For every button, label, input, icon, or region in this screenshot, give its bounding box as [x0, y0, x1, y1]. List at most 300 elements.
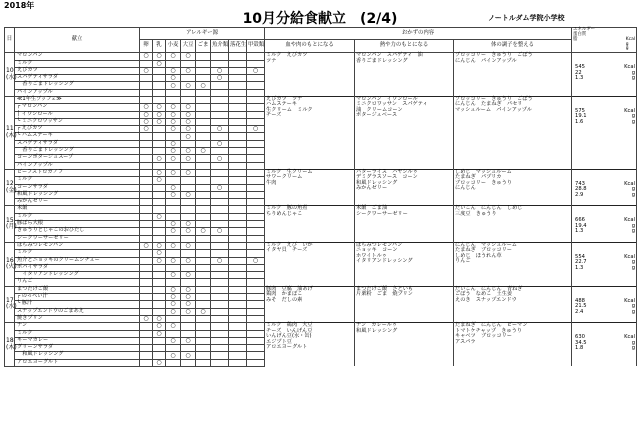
allergen-mark: ○: [153, 359, 166, 366]
nutrition-cell: [572, 169, 637, 205]
nutrition-unit: g: [631, 222, 636, 229]
allergen-mark: [196, 89, 211, 96]
allergen-mark: ○: [140, 53, 153, 60]
ingredient-cell: 豚肉 豆腐 油あげ 鶏肉 かまぼこ みそ だしの素: [265, 286, 355, 322]
allergen-mark: [229, 177, 247, 184]
page-title: 10月分給食献立 (2/4): [242, 11, 398, 27]
allergen-mark: ○: [166, 111, 181, 118]
allergen-mark: ○: [196, 308, 211, 315]
allergen-mark: [140, 155, 153, 162]
allergen-mark: [229, 264, 247, 271]
ingredient-cell: ブロッコリー きゅうり ごぼう にんじん パインアップル: [454, 53, 572, 97]
allergen-mark: [229, 308, 247, 315]
allergen-mark: [247, 75, 265, 82]
allergen-mark: [229, 359, 247, 366]
allergen-mark: [196, 315, 211, 322]
allergen-mark: ○: [153, 242, 166, 249]
allergen-mark: ○: [211, 155, 229, 162]
allergen-mark: [140, 294, 153, 301]
allergen-mark: ○: [140, 118, 153, 125]
allergen-mark: ○: [153, 177, 166, 184]
menu-item: ミルク: [15, 213, 140, 220]
allergen-mark: ○: [211, 67, 229, 74]
allergen-mark: [196, 352, 211, 359]
allergen-mark: [140, 250, 153, 257]
allergen-mark: [140, 352, 153, 359]
allergen-mark: [229, 323, 247, 330]
allergen-mark: [247, 352, 265, 359]
allergen-mark: ○: [181, 242, 196, 249]
allergen-mark: [196, 104, 211, 111]
allergen-mark: [247, 155, 265, 162]
allergen-mark: [196, 169, 211, 176]
allergen-mark: [229, 89, 247, 96]
allergen-mark: ○: [153, 169, 166, 176]
nutrition-value: 1.3: [575, 264, 584, 271]
nutrition-value: 1.3: [575, 75, 584, 82]
allergen-mark: [247, 221, 265, 228]
allergen-mark: [211, 148, 229, 155]
allergen-mark: [229, 191, 247, 198]
allergen-mark: [247, 213, 265, 220]
allergen-mark: ○: [153, 104, 166, 111]
allergen-mark: ○: [166, 242, 181, 249]
allergen-mark: ○: [181, 126, 196, 133]
menu-item: コーンポタージュスープ: [15, 155, 140, 162]
allergen-mark: [211, 330, 229, 337]
nutrition-unit: Kcal: [624, 64, 636, 71]
allergen-mark: ○: [181, 104, 196, 111]
allergen-mark: [140, 206, 153, 213]
nutrition-cell: [572, 323, 637, 367]
nutrition-value: 743: [575, 180, 585, 187]
menu-item: はちみつレモンパン: [15, 242, 140, 249]
allergen-mark: [140, 191, 153, 198]
allergen-mark: ○: [166, 294, 181, 301]
allergen-mark: [140, 199, 153, 206]
nutrition-unit: g: [631, 339, 636, 346]
allergen-mark: [229, 104, 247, 111]
allergen-mark: [196, 184, 211, 191]
ingredient-cell: 米飯 ごま油 シークワーサーゼリー: [355, 206, 454, 242]
allergen-mark: [211, 242, 229, 249]
allergen-mark: ○: [166, 104, 181, 111]
ingredient-cell: たまねぎ にんじん ピーマン トマトケチャップ きゅうり キャベツ ブロッコリー アスパラ: [454, 323, 572, 367]
menu-item: シークワーサーゼリー: [15, 235, 140, 242]
allergen-mark: ○: [181, 228, 196, 235]
allergen-mark: [229, 352, 247, 359]
allergen-mark: [211, 213, 229, 220]
menu-item: スナップエンドウのごまあえ: [15, 308, 140, 315]
nutrition-unit: g: [631, 75, 636, 82]
allergen-mark: [247, 286, 265, 293]
menu-item: ┌ のっぺい汁: [15, 294, 140, 301]
allergen-mark: ○: [181, 169, 196, 176]
allergen-mark: ○: [153, 118, 166, 125]
allergen-mark: [196, 345, 211, 352]
allergen-mark: [196, 199, 211, 206]
header-menu: 献立: [15, 28, 140, 53]
allergen-mark: [211, 337, 229, 344]
allergen-mark: [247, 272, 265, 279]
allergen-mark: [181, 323, 196, 330]
menu-row: [5, 53, 637, 60]
allergen-mark: ○: [196, 148, 211, 155]
menu-item: ミルク: [15, 177, 140, 184]
allergen-mark: [140, 228, 153, 235]
allergen-mark: [229, 315, 247, 322]
menu-item: イタリアンドレッシング: [15, 272, 140, 279]
allergen-mark: [153, 75, 166, 82]
menu-item: │ イワシロール: [15, 111, 140, 118]
nutrition-unit: g: [631, 186, 636, 193]
allergen-mark: ○: [153, 111, 166, 118]
allergen-mark: ○: [166, 228, 181, 235]
allergen-mark: ○: [211, 228, 229, 235]
header-energy-units: Kcal g g: [625, 36, 636, 52]
menu-row: [5, 206, 637, 213]
menu-item: 米飯: [15, 206, 140, 213]
menu-row: [5, 242, 637, 249]
ingredient-cell: ミルク 鶏肉 大豆 チーズ いんげん豆 いんげん豆(水・缶) エジプト豆 アロエヨーグルト: [265, 323, 355, 367]
allergen-mark: [196, 330, 211, 337]
allergen-mark: [211, 272, 229, 279]
allergen-mark: ○: [181, 118, 196, 125]
menu-item: スパゲティサラダ: [15, 140, 140, 147]
menu-row: [5, 286, 637, 293]
ingredient-cell: まつたけご飯 さといも 片栗粉 ごま 焼プリン: [355, 286, 454, 322]
menu-item: ナン: [15, 323, 140, 330]
allergen-mark: [140, 279, 153, 286]
allergen-mark: [153, 133, 166, 140]
ingredient-cell: マロンパン スパゲティ 油 香りごまドレッシング: [355, 53, 454, 97]
allergen-mark: [196, 60, 211, 67]
allergen-mark: [140, 221, 153, 228]
header-energy-label: エネルギー 蛋白質 脂: [573, 27, 595, 42]
nutrition-unit: Kcal: [624, 297, 636, 304]
allergen-mark: ○: [181, 308, 196, 315]
allergen-mark: [140, 345, 153, 352]
nutrition-value: 1.3: [575, 228, 584, 235]
allergen-mark: [247, 104, 265, 111]
allergen-mark: [211, 191, 229, 198]
allergen-mark: [247, 191, 265, 198]
allergen-mark: [211, 199, 229, 206]
allergen-mark: [153, 184, 166, 191]
allergen-mark: [196, 162, 211, 169]
menu-item: 和風ドレッシング: [15, 352, 140, 359]
allergen-mark: [181, 199, 196, 206]
allergen-mark: [211, 352, 229, 359]
nutrition-unit: Kcal: [624, 253, 636, 260]
header-ingredient-col: 体の調子を整える: [454, 39, 572, 52]
allergen-mark: [211, 345, 229, 352]
allergen-mark: [196, 359, 211, 366]
allergen-mark: [229, 279, 247, 286]
nutrition-unit: g: [631, 69, 636, 76]
allergen-mark: ○: [166, 148, 181, 155]
menu-item: ミルク: [15, 250, 140, 257]
allergen-mark: [140, 89, 153, 96]
allergen-mark: ○: [196, 228, 211, 235]
menu-item: 和風ドレッシング: [15, 191, 140, 198]
allergen-mark: [229, 82, 247, 89]
nutrition-value: 630: [575, 334, 585, 341]
nutrition-value: 666: [575, 217, 585, 224]
ingredient-cell: しめじ マッシュルーム たまねぎ パプリカ ブロッコリー きゅうり にんじん: [454, 169, 572, 205]
allergen-mark: [140, 330, 153, 337]
allergen-mark: [166, 199, 181, 206]
allergen-mark: ○: [153, 250, 166, 257]
allergen-mark: [247, 308, 265, 315]
day-cell: 17 (水): [5, 286, 15, 322]
allergen-mark: [229, 286, 247, 293]
allergen-mark: [181, 206, 196, 213]
nutrition-unit: g: [631, 345, 636, 352]
ingredient-cell: にんじん マッシュルーム たまねぎ ブロッコリー しめじ ほうれん草 りんご: [454, 242, 572, 286]
allergen-mark: [247, 97, 265, 104]
allergen-mark: [153, 82, 166, 89]
allergen-mark: [247, 111, 265, 118]
allergen-mark: ○: [211, 184, 229, 191]
allergen-mark: [196, 279, 211, 286]
allergen-mark: [196, 301, 211, 308]
menu-item: きゅうりとじゃこのおひたし: [15, 228, 140, 235]
allergen-mark: ○: [166, 352, 181, 359]
allergen-mark: ○: [140, 104, 153, 111]
allergen-mark: [166, 359, 181, 366]
menu-item: 豚ばら大根: [15, 221, 140, 228]
allergen-mark: [153, 301, 166, 308]
ingredient-cell: はちみつレモンパン ニョッキ コーン ホワイトルゥ イタリアンドレッシング: [355, 242, 454, 286]
allergen-mark: [229, 221, 247, 228]
allergen-mark: [247, 264, 265, 271]
nutrition-value: 1.6: [575, 118, 584, 125]
allergen-mark: [181, 75, 196, 82]
allergen-mark: [140, 257, 153, 264]
allergen-mark: ○: [153, 213, 166, 220]
allergen-mark: [229, 97, 247, 104]
allergen-mark: [229, 272, 247, 279]
allergen-mark: ○: [166, 75, 181, 82]
nutrition-unit: Kcal: [624, 217, 636, 224]
allergen-mark: [211, 206, 229, 213]
header-allergen: 卵: [140, 39, 153, 52]
menu-item: ≪1年生ブッフェ≫: [15, 97, 140, 104]
nutrition-value: 22.7: [575, 259, 587, 266]
menu-item: マロンパン: [15, 53, 140, 60]
allergen-mark: ○: [181, 148, 196, 155]
allergen-mark: ○: [166, 308, 181, 315]
menu-row: [5, 323, 637, 330]
allergen-mark: [229, 169, 247, 176]
allergen-mark: [140, 133, 153, 140]
allergen-mark: [247, 330, 265, 337]
allergen-mark: ○: [153, 257, 166, 264]
allergen-mark: [166, 89, 181, 96]
ingredient-cell: だいこん にんじん しめじ 三度豆 きゅうり: [454, 206, 572, 242]
allergen-mark: [211, 294, 229, 301]
allergen-mark: [196, 126, 211, 133]
allergen-mark: [247, 162, 265, 169]
allergen-mark: [196, 213, 211, 220]
allergen-mark: [229, 301, 247, 308]
allergen-mark: [229, 206, 247, 213]
allergen-mark: [229, 140, 247, 147]
menu-item: 香りごまドレッシング: [15, 148, 140, 155]
allergen-mark: [247, 301, 265, 308]
menu-item: りんご: [15, 279, 140, 286]
allergen-mark: [196, 294, 211, 301]
allergen-mark: [153, 126, 166, 133]
nutrition-value: 545: [575, 64, 585, 71]
allergen-mark: [153, 228, 166, 235]
allergen-mark: [211, 308, 229, 315]
nutrition-value: 488: [575, 297, 585, 304]
allergen-mark: [247, 53, 265, 60]
menu-item: パインアップル: [15, 89, 140, 96]
allergen-mark: ○: [181, 53, 196, 60]
allergen-mark: [153, 337, 166, 344]
allergen-mark: [196, 67, 211, 74]
nutrition-cell: [572, 242, 637, 286]
allergen-mark: [247, 294, 265, 301]
allergen-mark: [166, 177, 181, 184]
allergen-mark: ○: [211, 257, 229, 264]
allergen-mark: [181, 177, 196, 184]
nutrition-value: 34.5: [575, 339, 587, 346]
allergen-mark: ○: [166, 169, 181, 176]
allergen-mark: ○: [153, 323, 166, 330]
menu-item: スパゲティサラダ: [15, 75, 140, 82]
menu-item: ポパイサラダ: [15, 264, 140, 271]
nutrition-unit: Kcal: [624, 108, 636, 114]
allergen-mark: [181, 250, 196, 257]
allergen-mark: [229, 67, 247, 74]
allergen-mark: [153, 140, 166, 147]
allergen-mark: ○: [153, 315, 166, 322]
allergen-mark: ○: [166, 286, 181, 293]
allergen-mark: ○: [153, 330, 166, 337]
allergen-mark: [140, 359, 153, 366]
allergen-mark: [211, 235, 229, 242]
allergen-mark: [247, 82, 265, 89]
menu-item: 焼きプリン: [15, 315, 140, 322]
allergen-mark: ○: [166, 82, 181, 89]
ingredient-cell: マロンパン イワンロール ミニクロワッサン スパゲティ 油 クリームコーン ポタージュベース: [355, 97, 454, 170]
menu-item: えびカツ: [15, 67, 140, 74]
allergen-mark: ○: [140, 67, 153, 74]
allergen-mark: ○: [181, 337, 196, 344]
menu-item: ミルク: [15, 60, 140, 67]
allergen-mark: [229, 60, 247, 67]
allergen-mark: ○: [181, 301, 196, 308]
allergen-mark: ○: [166, 301, 181, 308]
allergen-mark: [229, 242, 247, 249]
allergen-mark: [229, 199, 247, 206]
allergen-mark: [211, 97, 229, 104]
allergen-mark: ○: [247, 67, 265, 74]
ingredient-cell: ブロッコリー きゅうり ごぼう にんじん たまねぎ パセリ マッシュルーム パインアップル: [454, 97, 572, 170]
allergen-mark: [211, 53, 229, 60]
nutrition-cell: [572, 286, 637, 322]
menu-item: 魚介とニョッキのクリームシチュー: [15, 257, 140, 264]
allergen-mark: [166, 206, 181, 213]
allergen-mark: ○: [166, 191, 181, 198]
nutrition-value: 2.4: [575, 308, 584, 315]
nutrition-unit: g: [631, 259, 636, 266]
header-allergen: ごま: [196, 39, 211, 52]
allergen-mark: ○: [166, 184, 181, 191]
nutrition-value: 21.5: [575, 303, 587, 310]
allergen-mark: [211, 111, 229, 118]
allergen-mark: [229, 162, 247, 169]
allergen-mark: [229, 75, 247, 82]
allergen-mark: ○: [140, 126, 153, 133]
allergen-mark: [247, 89, 265, 96]
allergen-mark: [140, 272, 153, 279]
allergen-mark: [211, 323, 229, 330]
allergen-mark: ○: [166, 272, 181, 279]
header-ingredient-col: 熱や力のもとになる: [355, 39, 454, 52]
allergen-mark: [211, 359, 229, 366]
allergen-mark: ○: [166, 53, 181, 60]
allergen-mark: [140, 184, 153, 191]
menu-item: 香りごまドレッシング: [15, 82, 140, 89]
ingredient-cell: ミルク えび いか イタヤ貝 チーズ: [265, 242, 355, 286]
allergen-mark: ○: [166, 323, 181, 330]
ingredient-cell: ミルク 豚の角煮 ちりめんじゃこ: [265, 206, 355, 242]
allergen-mark: [247, 206, 265, 213]
nutrition-value: 1.8: [575, 345, 584, 352]
allergen-mark: [153, 221, 166, 228]
ingredient-cell: ミルク 生クリーム サワークリーム 牛肉: [265, 169, 355, 205]
nutrition-value: 22: [575, 69, 582, 76]
menu-item: ビーフストロガノフ: [15, 169, 140, 176]
menu-item: グリーンサラダ: [15, 345, 140, 352]
allergen-mark: ○: [166, 126, 181, 133]
nutrition-unit: Kcal: [624, 180, 636, 187]
allergen-mark: ○: [166, 140, 181, 147]
allergen-mark: [229, 118, 247, 125]
allergen-mark: ○: [140, 315, 153, 322]
allergen-mark: [229, 133, 247, 140]
allergen-mark: [153, 279, 166, 286]
allergen-mark: [140, 264, 153, 271]
allergen-mark: ○: [181, 272, 196, 279]
allergen-mark: [153, 148, 166, 155]
allergen-mark: [196, 272, 211, 279]
allergen-mark: [181, 89, 196, 96]
menu-item: みかんゼリー: [15, 199, 140, 206]
allergen-mark: [229, 294, 247, 301]
allergen-mark: [196, 242, 211, 249]
header-allergen: 魚介類: [211, 39, 229, 52]
allergen-mark: ○: [166, 118, 181, 125]
nutrition-value: 575: [575, 108, 585, 114]
allergen-mark: [140, 140, 153, 147]
allergen-mark: [229, 250, 247, 257]
allergen-mark: ○: [181, 294, 196, 301]
allergen-mark: [229, 345, 247, 352]
header-allergen: 甲殻類: [247, 39, 265, 52]
allergen-mark: [196, 206, 211, 213]
allergen-mark: ○: [181, 155, 196, 162]
allergen-mark: [229, 228, 247, 235]
nutrition-cell: [572, 206, 637, 242]
allergen-mark: [247, 140, 265, 147]
school-name: ノートルダム学院小学校: [488, 14, 565, 22]
